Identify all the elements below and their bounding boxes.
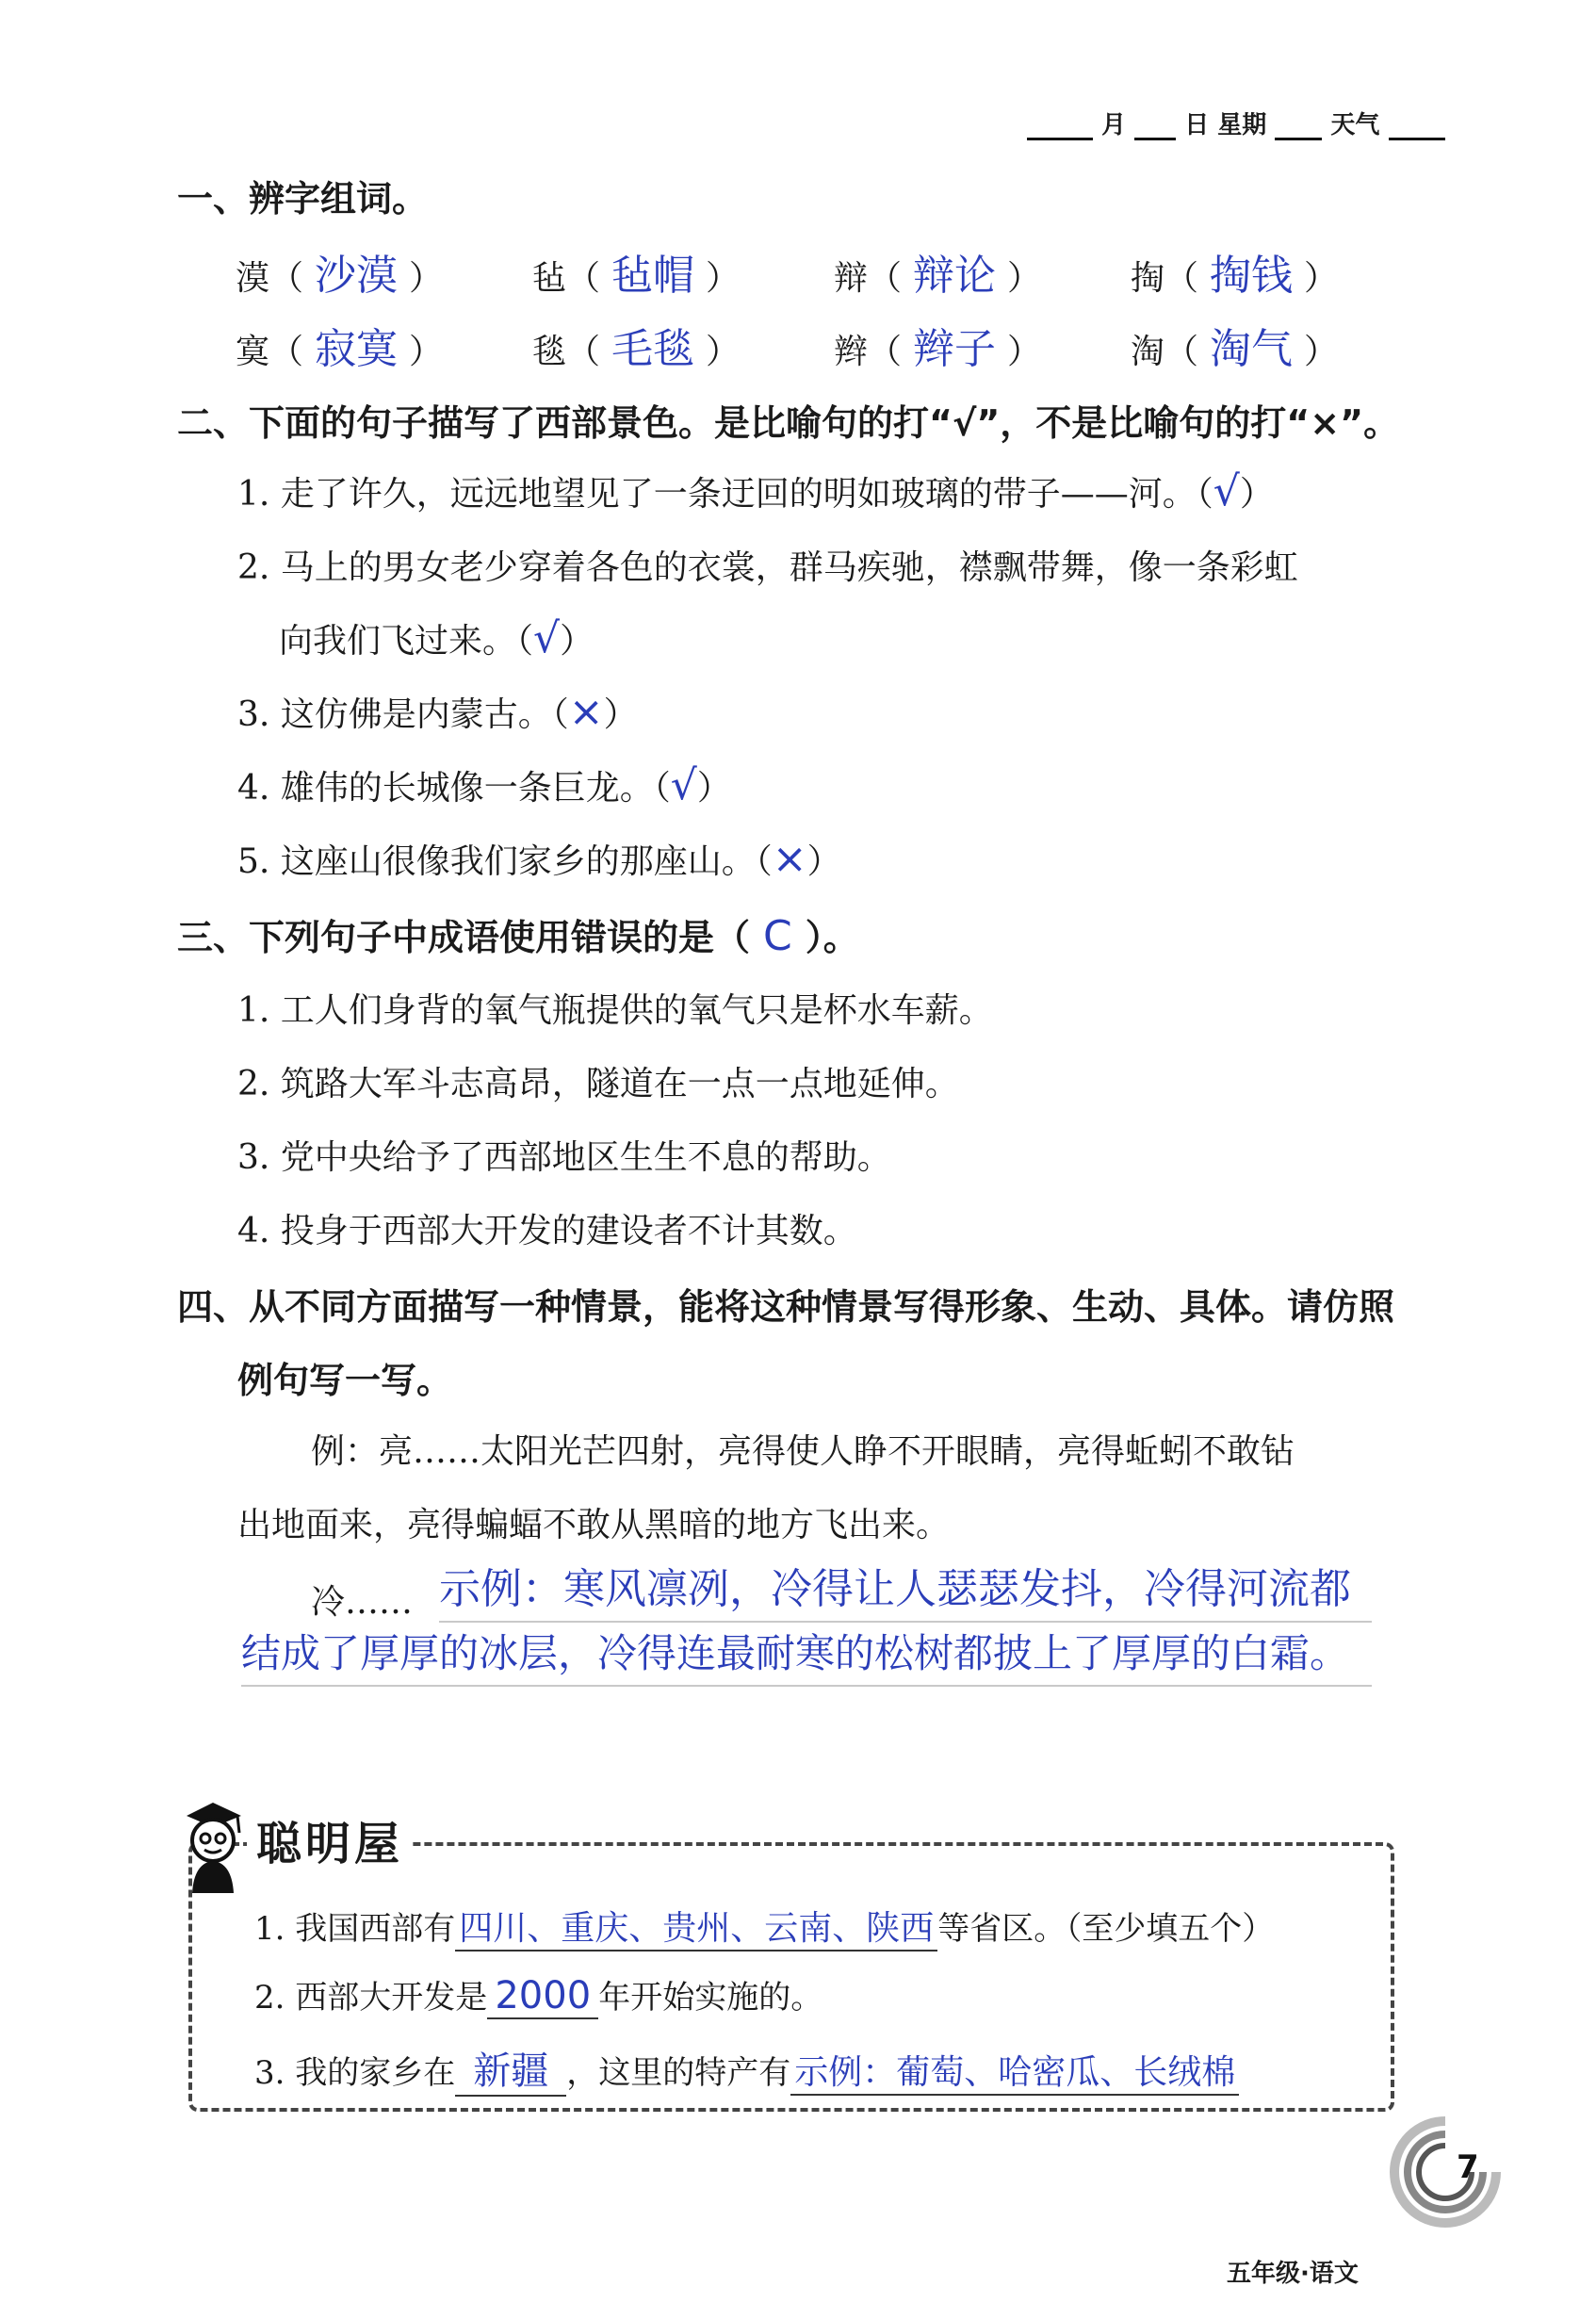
cross-mark-answer: × [568, 688, 604, 736]
check-mark-answer: √ [1213, 467, 1240, 515]
answer-blank: 四川、重庆、贵州、云南、陕西 [455, 1902, 937, 1952]
question-item: 2. 马上的男女老少穿着各色的衣裳，群马疾驰，襟飘带舞，像一条彩虹 [237, 548, 1298, 587]
example-sentence: 例：亮……太阳光芒四射，亮得使人睁不开眼睛，亮得蚯蚓不敢钻 [311, 1432, 1295, 1471]
answer-blank: 示例：葡萄、哈密瓜、长绒棉 [790, 2046, 1239, 2096]
answer-ink: 辩论 [913, 252, 997, 300]
grade-subject-label: 五年级·语文 [1227, 2260, 1359, 2288]
page-number: 7 [1457, 2148, 1479, 2186]
handwritten-answer-line: 示例：寒风凛冽，冷得让人瑟瑟发抖，冷得河流都 [439, 1555, 1372, 1623]
day-label: 日 [1184, 111, 1210, 139]
smart-question-2: 2. 西部大开发是 2000 年开始实施的。 [254, 1974, 823, 2017]
question-item: 5. 这座山很像我们家乡的那座山。（×） [237, 835, 841, 883]
answer-ink: 毛毯 [611, 325, 695, 373]
answer-blank: 2000 [487, 1974, 598, 2019]
option-item: 2. 筑路大军斗志高昂，隧道在一点一点地延伸。 [237, 1065, 959, 1103]
answer-ink: 辫子 [913, 325, 997, 373]
example-sentence-cont: 出地面来，亮得蝙蝠不敢从黑暗的地方飞出来。 [237, 1506, 951, 1544]
word-item: 淘（ 淘气 ） [1131, 325, 1339, 373]
weather-label: 天气 [1330, 111, 1380, 139]
question-item: 1. 走了许久，远远地望见了一条迂回的明如玻璃的带子——河。（√） [237, 467, 1274, 515]
answer-ink: 毡帽 [611, 252, 695, 300]
page-number-badge [1389, 2115, 1502, 2229]
word-item: 掏（ 掏钱 ） [1131, 252, 1339, 300]
check-mark-answer: √ [533, 614, 561, 662]
weekday-label: 星期 [1217, 111, 1267, 139]
smart-question-3: 3. 我的家乡在 新疆 ，这里的特产有 示例：葡萄、哈密瓜、长绒棉 [254, 2041, 1239, 2097]
answer-blank: 新疆 [455, 2041, 566, 2097]
month-blank [1027, 119, 1093, 140]
section4-title-cont: 例句写一写。 [237, 1360, 453, 1401]
section2-title: 二、下面的句子描写了西部景色。是比喻句的打“√”，不是比喻句的打“×”。 [177, 402, 1400, 444]
month-label: 月 [1101, 111, 1127, 139]
section3-title: 三、下列句子中成语使用错误的是（ C ）。 [177, 912, 859, 960]
weather-blank [1389, 119, 1445, 140]
day-blank [1134, 119, 1176, 140]
handwritten-answer-line: 结成了厚厚的冰层，冷得连最耐寒的松树都披上了厚厚的白霜。 [241, 1623, 1372, 1687]
answer-ink: 掏钱 [1210, 252, 1294, 300]
question-item-continued: 向我们飞过来。（√） [279, 614, 594, 662]
smart-house-title: 聪明屋 [247, 1807, 413, 1872]
writing-prompt: 冷…… [311, 1583, 414, 1622]
section4-title: 四、从不同方面描写一种情景，能将这种情景写得形象、生动、具体。请仿照 [177, 1286, 1395, 1328]
smart-question-1: 1. 我国西部有 四川、重庆、贵州、云南、陕西 等省区。（至少填五个） [254, 1902, 1274, 1952]
check-mark-answer: √ [670, 761, 697, 809]
question-item: 3. 这仿佛是内蒙古。（×） [237, 688, 638, 736]
word-item: 寞（ 寂寞 ） [236, 325, 444, 373]
answer-ink: 沙漠 [315, 252, 399, 300]
date-weather-header [1027, 106, 1441, 140]
word-item: 毯（ 毛毯 ） [532, 325, 741, 373]
option-item: 1. 工人们身背的氧气瓶提供的氧气只是杯水车薪。 [237, 991, 993, 1030]
answer-ink: 淘气 [1210, 325, 1294, 373]
mascot-scholar-icon [179, 1795, 247, 1895]
word-item: 漠（ 沙漠 ） [236, 252, 444, 300]
cross-mark-answer: × [772, 835, 807, 883]
answer-ink: 寂寞 [315, 325, 399, 373]
choice-answer: C [763, 912, 792, 960]
question-item: 4. 雄伟的长城像一条巨龙。（√） [237, 761, 731, 809]
word-item: 辫（ 辫子 ） [834, 325, 1042, 373]
weekday-blank [1275, 119, 1322, 140]
word-item: 毡（ 毡帽 ） [532, 252, 741, 300]
word-item: 辩（ 辩论 ） [834, 252, 1042, 300]
option-item: 3. 党中央给予了西部地区生生不息的帮助。 [237, 1138, 891, 1177]
section1-title: 一、辨字组词。 [177, 178, 429, 220]
option-item: 4. 投身于西部大开发的建设者不计其数。 [237, 1212, 857, 1250]
